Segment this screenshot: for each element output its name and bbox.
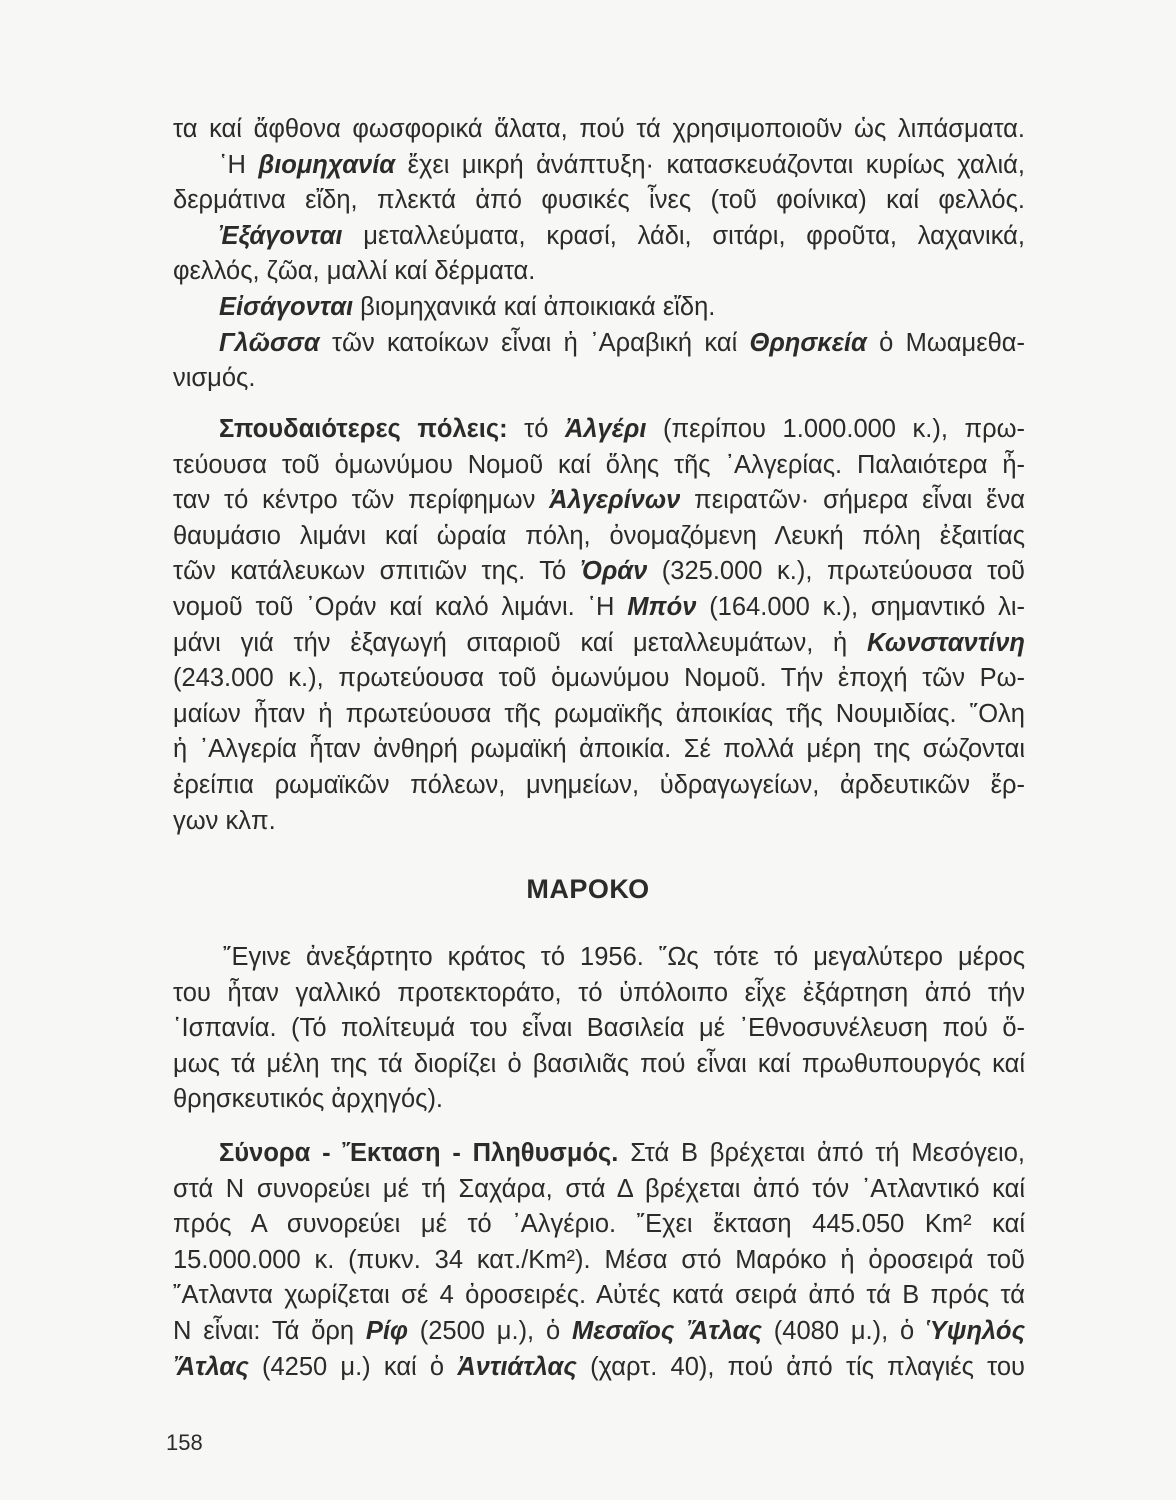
text-line: ταν τό κέντρο τῶν περίφημων Ἀλγερίνων πειρατῶν· σήμερα εἶναι ἕνα — [173, 486, 1025, 515]
text-line: θρησκευτικός ἀρχηγός). — [173, 1085, 444, 1114]
text-line: Εἰσάγονται βιομηχανικά καί ἀποικιακά εἴδη. — [219, 292, 716, 321]
text-line: μάνι γιά τήν ἐξαγωγή σιταριοῦ καί μεταλλευμάτων, ἡ Κωνσταντίνη — [173, 628, 1025, 657]
text-line: δερμάτινα εἴδη, πλεκτά ἀπό φυσικές ἶνες (τοῦ φοίνικα) καί φελλός. — [173, 186, 1025, 215]
city-bone: Μπόν — [627, 592, 697, 621]
term-exports: Ἐξάγονται — [219, 221, 343, 250]
mountain-rif: Ρίφ — [365, 1316, 408, 1345]
text-line: νομοῦ τοῦ ᾿Οράν καί καλό λιμάνι. ῾Η Μπόν (164.000 κ.), σημαντικό λι- — [173, 592, 1025, 621]
mountain-anti-atlas: Ἀντιάτλας — [457, 1352, 577, 1381]
city-oran: Ὀράν — [580, 557, 648, 586]
term-religion: Θρησκεία — [749, 328, 867, 357]
section-algeria-cities — [173, 412, 1025, 839]
text-line: τῶν κατάλευκων σπιτιῶν της. Τό Ὀράν (325.000 κ.), πρωτεύουσα τοῦ — [173, 557, 1025, 586]
text-line: φελλός, ζῶα, μαλλί καί δέρματα. — [173, 257, 536, 286]
text-line: ῎Εγινε ἀνεξάρτητο κράτος τό 1956. ῞Ως τότε τό μεγαλύτερο μέρος — [223, 943, 1025, 971]
borders-heading: Σύνορα - Ἔκταση - Πληθυσμός. — [219, 1139, 619, 1167]
text-line: Σπουδαιότερες πόλεις: τό Ἀλγέρι (περίπου 1.000.000 κ.), πρω- — [219, 415, 1025, 443]
cities-heading: Σπουδαιότερες πόλεις: — [219, 415, 508, 443]
text-line: μως τά μέλη της τά διορίζει ὁ βασιλιᾶς πού εἶναι καί πρωθυπουργός καί — [173, 1049, 1025, 1078]
text-line: τα καί ἄφθονα φωσφορικά ἅλατα, πού τά χρησιμοποιοῦν ὡς λιπάσματα. — [173, 115, 1025, 143]
text-line: ἐρείπια ρωμαϊκῶν πόλεων, μνημείων, ὑδραγωγείων, ἀρδευτικῶν ἔρ- — [173, 770, 1025, 799]
text-line: θαυμάσιο λιμάνι καί ὡραία πόλη, ὀνομαζόμενη Λευκή πόλη ἐξαιτίας — [173, 521, 1025, 550]
text-line: του ἦταν γαλλικό προτεκτοράτο, τό ὑπόλοιπο εἶχε ἐξάρτηση ἀπό τήν — [173, 978, 1025, 1007]
text-line: Ν εἶναι: Τά ὄρη Ρίφ (2500 μ.), ὁ Μεσαῖος Ἄτλας (4080 μ.), ὁ Ὑψηλός — [173, 1316, 1026, 1345]
city-constantine: Κωνσταντίνη — [867, 628, 1025, 657]
text-line: (243.000 κ.), πρωτεύουσα τοῦ ὁμωνύμου Νομοῦ. Τήν ἐποχή τῶν Ρω- — [173, 664, 1025, 693]
text-line: ῾Η βιομηχανία ἔχει μικρή ἀνάπτυξη· κατασκευάζονται κυρίως χαλιά, — [219, 150, 1025, 179]
text-line: Σύνορα - Ἔκταση - Πληθυσμός. Στά Β βρέχεται ἀπό τή Μεσόγειο, — [219, 1139, 1025, 1167]
text-line: τεύουσα τοῦ ὁμωνύμου Νομοῦ καί ὅλης τῆς ᾿Αλγερίας. Παλαιότερα ἦ- — [173, 450, 1025, 479]
term-industry: βιομηχανία — [258, 150, 396, 179]
text-line: νισμός. — [173, 364, 256, 393]
text-line: 15.000.000 κ. (πυκν. 34 κατ./Km²). Μέσα στό Μαρόκο ἡ ὀροσειρά τοῦ — [173, 1245, 1025, 1274]
mountain-high-atlas-cont: Ἄτλας — [173, 1352, 249, 1381]
section-morocco-borders — [173, 1136, 1025, 1385]
term-language: Γλῶσσα — [219, 328, 320, 357]
text-line: ἡ ᾿Αλγερία ἦταν ἀνθηρή ρωμαϊκή ἀποικία. Σέ πολλά μέρη της σώζονται — [173, 735, 1025, 764]
page-number: 158 — [166, 1430, 203, 1455]
section-morocco-intro — [173, 940, 1025, 1118]
text-line: ῎Ατλαντα χωρίζεται σέ 4 ὀροσειρές. Αὐτές κατά σειρά ἀπό τά Β πρός τά — [173, 1281, 1025, 1310]
text-line: Ἐξάγονται μεταλλεύματα, κρασί, λάδι, σιτάρι, φροῦτα, λαχανικά, — [219, 221, 1025, 250]
term-imports: Εἰσάγονται — [219, 292, 354, 321]
section-algeria-economy — [173, 112, 1025, 397]
text-line: Ἄτλας (4250 μ.) καί ὁ Ἀντιάτλας (χαρτ. 40), πού ἀπό τίς πλαγιές του — [173, 1352, 1025, 1381]
term-algerian-pirates: Ἀλγερίνων — [549, 486, 681, 515]
text-line: μαίων ἦταν ἡ πρωτεύουσα τῆς ρωμαϊκῆς ἀποικίας τῆς Νουμιδίας. ῞Ολη — [173, 699, 1025, 728]
mountain-middle-atlas: Μεσαῖος Ἄτλας — [571, 1316, 762, 1345]
text-line: πρός Α συνορεύει μέ τό ᾿Αλγέριο. ῎Εχει ἔκταση 445.050 Km² καί — [173, 1210, 1025, 1239]
text-line: ῾Ισπανία. (Τό πολίτευμά του εἶναι Βασιλεία μέ ᾿Εθνοσυνέλευση πού ὅ- — [173, 1014, 1025, 1043]
text-line: Γλῶσσα τῶν κατοίκων εἶναι ἡ ᾿Αραβική καί Θρησκεία ὁ Μωαμεθα- — [219, 328, 1025, 357]
city-algiers: Ἀλγέρι — [564, 415, 647, 443]
section-heading-morocco: ΜΑΡΟΚΟ — [526, 874, 650, 904]
text-line: στά Ν συνορεύει μέ τή Σαχάρα, στά Δ βρέχεται ἀπό τόν ᾿Ατλαντικό καί — [173, 1174, 1025, 1203]
mountain-high-atlas: Ὑψηλός — [926, 1316, 1026, 1345]
text-line: γων κλπ. — [173, 806, 276, 835]
